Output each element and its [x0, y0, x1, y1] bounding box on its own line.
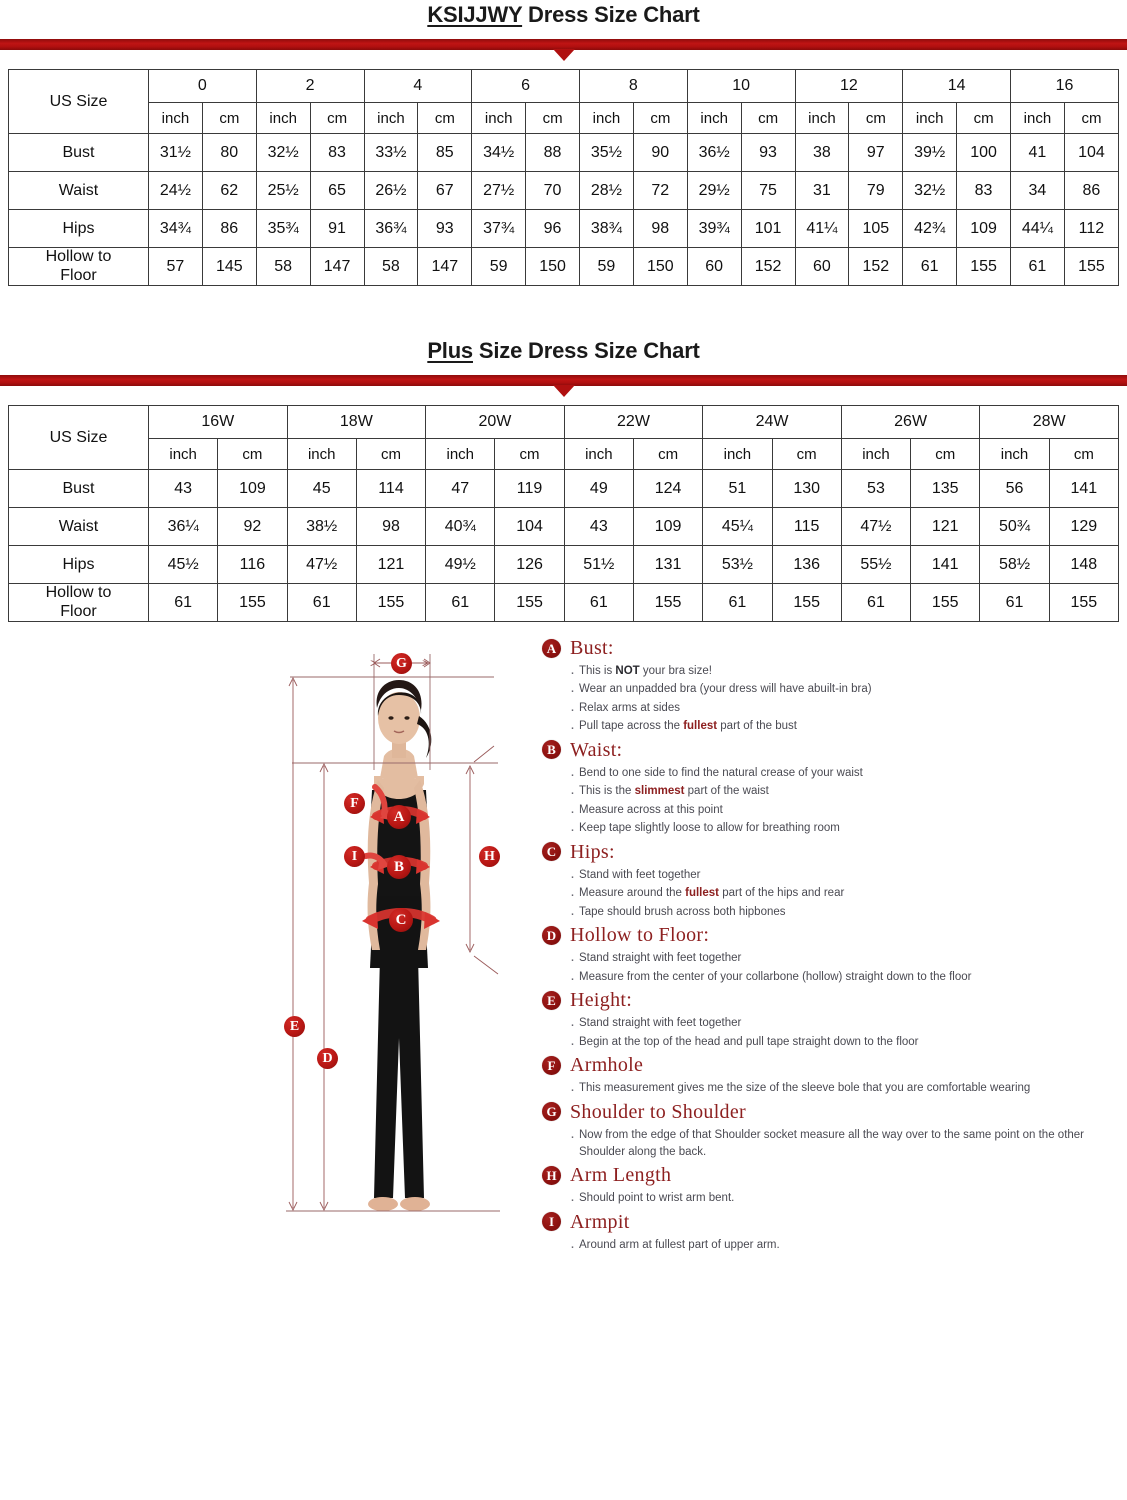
cell-cm: 96	[526, 210, 580, 248]
plus-chart-title	[0, 340, 1127, 362]
cell-cm: 130	[772, 470, 841, 508]
cell-cm: 62	[202, 172, 256, 210]
cell-inch: 37¾	[472, 210, 526, 248]
cell-inch: 47½	[841, 508, 910, 546]
cell-inch: 35¾	[256, 210, 310, 248]
instruction-heading	[542, 990, 1122, 1010]
instruction-bullets	[542, 663, 1122, 736]
badge-b-icon: B	[542, 740, 561, 759]
figure-marker-f: F	[344, 793, 365, 814]
instruction-a	[542, 638, 1122, 736]
unit-header-inch: inch	[687, 103, 741, 134]
cell-cm: 75	[741, 172, 795, 210]
cell-cm: 109	[957, 210, 1011, 248]
cell-inch: 61	[903, 248, 957, 286]
cell-inch: 43	[149, 470, 218, 508]
cell-inch: 59	[472, 248, 526, 286]
row-label: Bust	[9, 134, 149, 172]
cell-cm: 65	[310, 172, 364, 210]
table-row	[9, 470, 1119, 508]
unit-header-inch: inch	[1011, 103, 1065, 134]
cell-inch: 59	[580, 248, 634, 286]
unit-header-inch: inch	[426, 439, 495, 470]
cell-cm: 98	[633, 210, 687, 248]
cell-inch: 42¾	[903, 210, 957, 248]
size-header-10: 10	[687, 70, 795, 103]
cell-inch: 38½	[287, 508, 356, 546]
cell-inch: 31	[795, 172, 849, 210]
plus-divider-bar	[0, 371, 1127, 391]
table-row	[9, 584, 1119, 622]
bullet-item: · Stand with feet together	[570, 867, 1122, 884]
bullet-item: · Stand straight with feet together	[570, 1015, 1122, 1032]
cell-cm: 155	[1064, 248, 1118, 286]
unit-header-cm: cm	[356, 439, 425, 470]
cell-inch: 57	[149, 248, 203, 286]
size-header-22W: 22W	[564, 406, 703, 439]
table-header-units	[9, 439, 1119, 470]
cell-cm: 91	[310, 210, 364, 248]
bullet-item: · Wear an unpadded bra (your dress will have abuilt-in bra)	[570, 681, 1122, 698]
model-illustration	[368, 680, 432, 1211]
cell-cm: 70	[526, 172, 580, 210]
unit-header-inch: inch	[703, 439, 772, 470]
unit-header-cm: cm	[202, 103, 256, 134]
bullet-item: · Around arm at fullest part of upper arm.	[570, 1237, 1122, 1254]
bullet-item: · Pull tape across the fullest part of the bust	[570, 718, 1122, 735]
unit-header-inch: inch	[903, 103, 957, 134]
cell-cm: 131	[633, 546, 702, 584]
instruction-bullets	[542, 950, 1122, 986]
badge-e-icon: E	[542, 991, 561, 1010]
cell-cm: 150	[633, 248, 687, 286]
bullet-item: · Should point to wrist arm bent.	[570, 1190, 1122, 1207]
cell-inch: 29½	[687, 172, 741, 210]
instruction-heading	[542, 740, 1122, 760]
cell-inch: 49½	[426, 546, 495, 584]
figure-marker-g: G	[391, 653, 412, 674]
cell-inch: 33½	[364, 134, 418, 172]
size-header-12: 12	[795, 70, 903, 103]
bullet-item: · Tape should brush across both hipbones	[570, 904, 1122, 921]
cell-inch: 51½	[564, 546, 633, 584]
cell-cm: 72	[633, 172, 687, 210]
cell-inch: 45¼	[703, 508, 772, 546]
unit-header-inch: inch	[287, 439, 356, 470]
instruction-bullets	[542, 1237, 1122, 1254]
instruction-heading	[542, 1165, 1122, 1185]
figure-canvas	[262, 638, 540, 1238]
row-label: Waist	[9, 172, 149, 210]
figure-marker-h: H	[479, 846, 500, 867]
cell-cm: 155	[911, 584, 980, 622]
instruction-i	[542, 1212, 1122, 1254]
figure-marker-c: C	[389, 908, 413, 932]
cell-cm: 155	[772, 584, 841, 622]
divider-arrow-icon	[553, 385, 575, 397]
cell-inch: 51	[703, 470, 772, 508]
size-header-2: 2	[256, 70, 364, 103]
cell-inch: 32½	[903, 172, 957, 210]
cell-cm: 86	[1064, 172, 1118, 210]
size-header-16: 16	[1011, 70, 1119, 103]
unit-header-inch: inch	[841, 439, 910, 470]
unit-header-cm: cm	[741, 103, 795, 134]
unit-header-inch: inch	[472, 103, 526, 134]
unit-header-inch: inch	[795, 103, 849, 134]
bullet-item: · Now from the edge of that Shoulder socket measure all the way over to the same point on the other Shoulder along the back.	[570, 1127, 1122, 1162]
cell-cm: 155	[356, 584, 425, 622]
figure-marker-b: B	[387, 855, 411, 879]
cell-inch: 58	[364, 248, 418, 286]
unit-header-cm: cm	[418, 103, 472, 134]
instruction-title: Waist:	[570, 738, 623, 761]
size-header-24W: 24W	[703, 406, 842, 439]
cell-cm: 109	[633, 508, 702, 546]
bullet-item: · This measurement gives me the size of the sleeve bole that you are comfortable wearing	[570, 1080, 1122, 1097]
unit-header-cm: cm	[1064, 103, 1118, 134]
instruction-heading	[542, 1212, 1122, 1232]
unit-header-cm: cm	[218, 439, 287, 470]
instruction-heading	[542, 1102, 1122, 1122]
cell-cm: 155	[957, 248, 1011, 286]
figure-marker-i: I	[344, 846, 365, 867]
cell-inch: 43	[564, 508, 633, 546]
standard-chart-title	[0, 4, 1127, 26]
instruction-title: Shoulder to Shoulder	[570, 1100, 746, 1123]
cell-inch: 53	[841, 470, 910, 508]
unit-header-inch: inch	[564, 439, 633, 470]
table-row	[9, 546, 1119, 584]
cell-inch: 34½	[472, 134, 526, 172]
instruction-title: Armhole	[570, 1054, 644, 1077]
cell-inch: 55½	[841, 546, 910, 584]
badge-i-icon: I	[542, 1212, 561, 1231]
unit-header-cm: cm	[849, 103, 903, 134]
cell-inch: 61	[287, 584, 356, 622]
badge-d-icon: D	[542, 926, 561, 945]
size-header-28W: 28W	[980, 406, 1119, 439]
cell-inch: 49	[564, 470, 633, 508]
cell-cm: 116	[218, 546, 287, 584]
cell-inch: 44¼	[1011, 210, 1065, 248]
cell-inch: 47	[426, 470, 495, 508]
cell-cm: 147	[418, 248, 472, 286]
row-label: Hollow to Floor	[9, 248, 149, 286]
figure-marker-e: E	[284, 1016, 305, 1037]
cell-inch: 60	[795, 248, 849, 286]
cell-inch: 24½	[149, 172, 203, 210]
cell-cm: 129	[1049, 508, 1118, 546]
measurement-guide-section	[0, 638, 1127, 1448]
size-header-8: 8	[580, 70, 688, 103]
cell-inch: 61	[149, 584, 218, 622]
row-label: Hips	[9, 210, 149, 248]
bullet-item: · Measure around the fullest part of the hips and rear	[570, 885, 1122, 902]
instruction-b	[542, 740, 1122, 838]
unit-header-cm: cm	[526, 103, 580, 134]
cell-inch: 45½	[149, 546, 218, 584]
instruction-heading	[542, 1055, 1122, 1075]
cell-cm: 85	[418, 134, 472, 172]
cell-inch: 58	[256, 248, 310, 286]
bullet-item: · Measure across at this point	[570, 802, 1122, 819]
instruction-bullets	[542, 1080, 1122, 1097]
measurement-instructions	[542, 638, 1122, 1258]
cell-cm: 98	[356, 508, 425, 546]
cell-cm: 83	[957, 172, 1011, 210]
table-header-units	[9, 103, 1119, 134]
instruction-bullets	[542, 867, 1122, 921]
figure-marker-a: A	[387, 805, 411, 829]
instruction-c	[542, 842, 1122, 921]
standard-title-rest: Dress Size Chart	[522, 2, 700, 27]
cell-inch: 58½	[980, 546, 1049, 584]
cell-cm: 104	[1064, 134, 1118, 172]
arrow-d	[320, 764, 328, 1210]
cell-cm: 67	[418, 172, 472, 210]
table-header-sizes	[9, 406, 1119, 439]
table-row	[9, 172, 1119, 210]
measurement-figure	[262, 638, 540, 1238]
cell-cm: 112	[1064, 210, 1118, 248]
cell-inch: 61	[703, 584, 772, 622]
plus-chart-section	[0, 286, 1127, 622]
cell-inch: 39½	[903, 134, 957, 172]
plus-title-rest: Size Dress Size Chart	[472, 338, 700, 363]
cell-cm: 93	[741, 134, 795, 172]
cell-cm: 79	[849, 172, 903, 210]
cell-cm: 121	[356, 546, 425, 584]
instruction-title: Height:	[570, 989, 633, 1012]
cell-inch: 36½	[687, 134, 741, 172]
cell-cm: 80	[202, 134, 256, 172]
cell-cm: 115	[772, 508, 841, 546]
badge-f-icon: F	[542, 1056, 561, 1075]
row-label: Waist	[9, 508, 149, 546]
cell-cm: 126	[495, 546, 564, 584]
size-header-16W: 16W	[149, 406, 288, 439]
arrow-e	[289, 678, 297, 1210]
bullet-item: · Begin at the top of the head and pull tape straight down to the floor	[570, 1034, 1122, 1051]
cell-cm: 141	[1049, 470, 1118, 508]
cell-cm: 148	[1049, 546, 1118, 584]
cell-cm: 119	[495, 470, 564, 508]
instruction-title: Bust:	[570, 637, 614, 659]
row-label-header: US Size	[9, 70, 149, 134]
cell-inch: 47½	[287, 546, 356, 584]
cell-cm: 104	[495, 508, 564, 546]
bullet-item: · Stand straight with feet together	[570, 950, 1122, 967]
cell-inch: 38	[795, 134, 849, 172]
table-row	[9, 210, 1119, 248]
unit-header-inch: inch	[256, 103, 310, 134]
instruction-bullets	[542, 1015, 1122, 1051]
cell-cm: 109	[218, 470, 287, 508]
size-header-0: 0	[149, 70, 257, 103]
cell-inch: 53½	[703, 546, 772, 584]
cell-inch: 41¼	[795, 210, 849, 248]
cell-inch: 25½	[256, 172, 310, 210]
unit-header-inch: inch	[580, 103, 634, 134]
cell-inch: 36¾	[364, 210, 418, 248]
instruction-bullets	[542, 1190, 1122, 1207]
instruction-title: Hips:	[570, 840, 615, 863]
measurement-diagram-svg	[262, 638, 540, 1238]
instruction-h	[542, 1165, 1122, 1207]
cell-inch: 35½	[580, 134, 634, 172]
cell-inch: 34	[1011, 172, 1065, 210]
badge-c-icon: C	[542, 842, 561, 861]
cell-inch: 26½	[364, 172, 418, 210]
table-row	[9, 508, 1119, 546]
cell-cm: 86	[202, 210, 256, 248]
cell-cm: 92	[218, 508, 287, 546]
cell-cm: 136	[772, 546, 841, 584]
cell-cm: 155	[1049, 584, 1118, 622]
cell-cm: 114	[356, 470, 425, 508]
cell-inch: 38¾	[580, 210, 634, 248]
instruction-title: Armpit	[570, 1210, 630, 1233]
bullet-item: · Relax arms at sides	[570, 700, 1122, 717]
cell-cm: 90	[633, 134, 687, 172]
cell-inch: 45	[287, 470, 356, 508]
cell-cm: 121	[911, 508, 980, 546]
row-label-header: US Size	[9, 406, 149, 470]
cell-inch: 56	[980, 470, 1049, 508]
bullet-item: · Bend to one side to find the natural crease of your waist	[570, 765, 1122, 782]
cell-cm: 152	[849, 248, 903, 286]
cell-cm: 152	[741, 248, 795, 286]
size-header-26W: 26W	[841, 406, 980, 439]
cell-cm: 105	[849, 210, 903, 248]
instruction-f	[542, 1055, 1122, 1097]
cell-cm: 124	[633, 470, 702, 508]
size-header-20W: 20W	[426, 406, 565, 439]
unit-header-cm: cm	[957, 103, 1011, 134]
unit-header-cm: cm	[310, 103, 364, 134]
instruction-d	[542, 925, 1122, 986]
cell-inch: 40¾	[426, 508, 495, 546]
instruction-bullets	[542, 765, 1122, 838]
cell-cm: 155	[218, 584, 287, 622]
bullet-item: · Keep tape slightly loose to allow for breathing room	[570, 820, 1122, 837]
plus-label: Plus	[427, 338, 473, 363]
cell-cm: 101	[741, 210, 795, 248]
bullet-item: · This is NOT your bra size!	[570, 663, 1122, 680]
standard-size-table	[8, 69, 1119, 286]
cell-cm: 93	[418, 210, 472, 248]
cell-cm: 141	[911, 546, 980, 584]
unit-header-cm: cm	[495, 439, 564, 470]
table-row	[9, 248, 1119, 286]
cell-cm: 88	[526, 134, 580, 172]
size-header-4: 4	[364, 70, 472, 103]
instruction-title: Hollow to Floor:	[570, 924, 710, 947]
cell-inch: 61	[426, 584, 495, 622]
instruction-e	[542, 990, 1122, 1051]
instruction-g	[542, 1102, 1122, 1162]
cell-inch: 61	[564, 584, 633, 622]
instruction-heading	[542, 925, 1122, 945]
cell-cm: 83	[310, 134, 364, 172]
unit-header-inch: inch	[364, 103, 418, 134]
cell-cm: 145	[202, 248, 256, 286]
cell-inch: 50¾	[980, 508, 1049, 546]
cell-cm: 100	[957, 134, 1011, 172]
unit-header-cm: cm	[1049, 439, 1118, 470]
cell-cm: 155	[633, 584, 702, 622]
instruction-bullets	[542, 1127, 1122, 1162]
unit-header-cm: cm	[633, 103, 687, 134]
cell-inch: 60	[687, 248, 741, 286]
unit-header-inch: inch	[149, 103, 203, 134]
unit-header-cm: cm	[633, 439, 702, 470]
cell-inch: 61	[841, 584, 910, 622]
instruction-heading	[542, 842, 1122, 862]
bullet-item: · This is the slimmest part of the waist	[570, 783, 1122, 800]
unit-header-cm: cm	[911, 439, 980, 470]
instruction-heading	[542, 638, 1122, 658]
size-header-18W: 18W	[287, 406, 426, 439]
figure-marker-d: D	[317, 1048, 338, 1069]
badge-g-icon: G	[542, 1102, 561, 1121]
brand-name: KSIJJWY	[427, 2, 523, 27]
table-row	[9, 134, 1119, 172]
bullet-item: · Measure from the center of your collarbone (hollow) straight down to the floor	[570, 969, 1122, 986]
size-header-14: 14	[903, 70, 1011, 103]
plus-size-table	[8, 405, 1119, 622]
row-label: Bust	[9, 470, 149, 508]
divider-arrow-icon	[553, 49, 575, 61]
cell-inch: 39¾	[687, 210, 741, 248]
badge-h-icon: H	[542, 1166, 561, 1185]
unit-header-inch: inch	[980, 439, 1049, 470]
size-header-6: 6	[472, 70, 580, 103]
cell-inch: 36¼	[149, 508, 218, 546]
cell-inch: 27½	[472, 172, 526, 210]
cell-cm: 150	[526, 248, 580, 286]
cell-inch: 34¾	[149, 210, 203, 248]
cell-cm: 135	[911, 470, 980, 508]
cell-inch: 41	[1011, 134, 1065, 172]
row-label: Hips	[9, 546, 149, 584]
cell-inch: 28½	[580, 172, 634, 210]
standard-divider-bar	[0, 35, 1127, 55]
cell-inch: 31½	[149, 134, 203, 172]
cell-cm: 147	[310, 248, 364, 286]
badge-a-icon: A	[542, 639, 561, 658]
cell-inch: 32½	[256, 134, 310, 172]
cell-inch: 61	[1011, 248, 1065, 286]
unit-header-cm: cm	[772, 439, 841, 470]
cell-inch: 61	[980, 584, 1049, 622]
row-label: Hollow to Floor	[9, 584, 149, 622]
standard-chart-section	[0, 0, 1127, 286]
instruction-title: Arm Length	[570, 1164, 672, 1187]
cell-cm: 155	[495, 584, 564, 622]
unit-header-inch: inch	[149, 439, 218, 470]
cell-cm: 97	[849, 134, 903, 172]
table-header-sizes	[9, 70, 1119, 103]
